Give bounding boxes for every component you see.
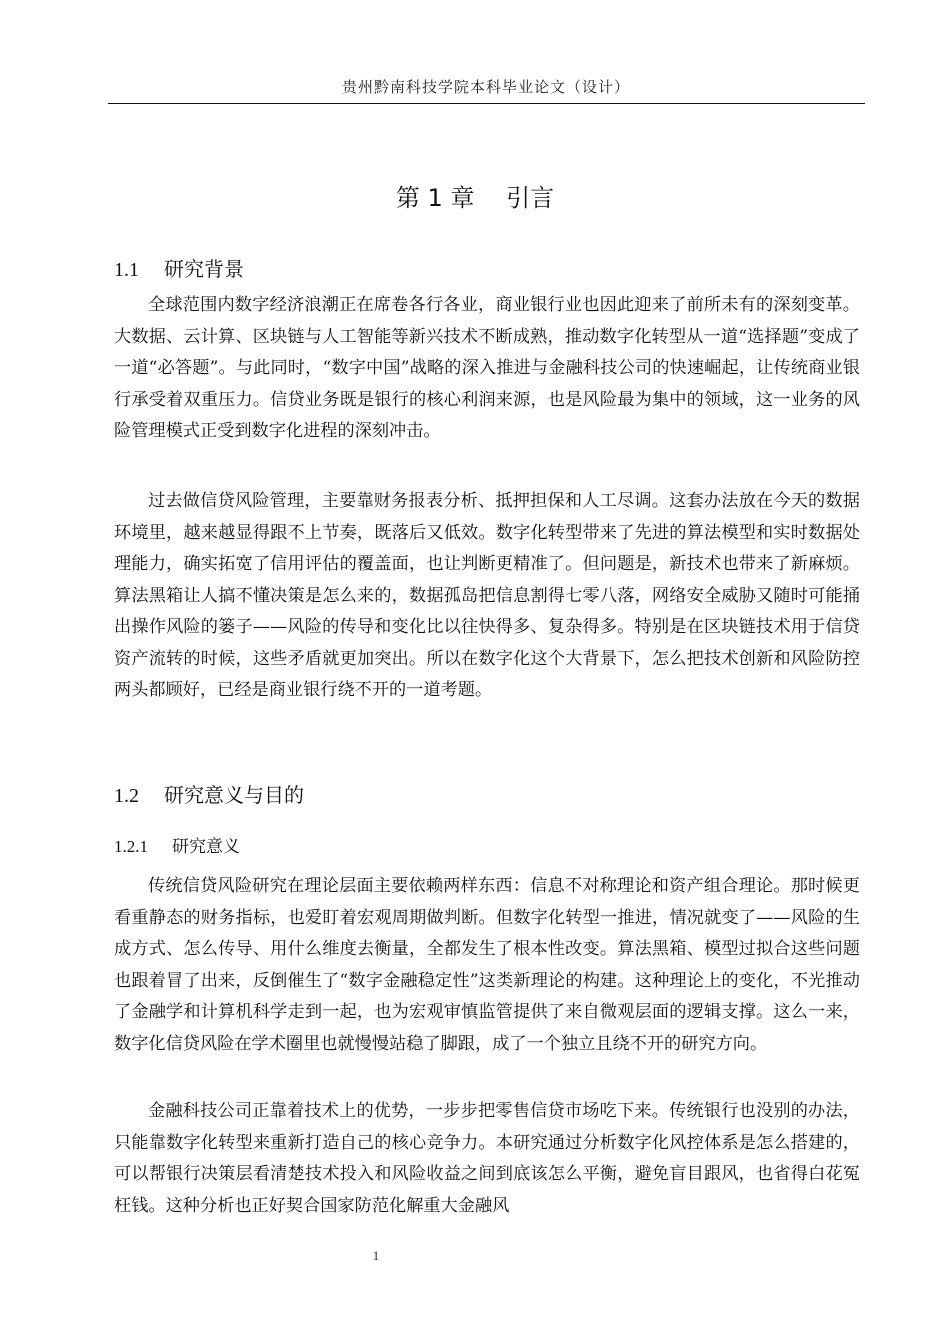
paragraph: 全球范围内数字经济浪潮正在席卷各行各业，商业银行业也因此迎来了前所未有的深刻变革。大数据、云计算、区块链与人工智能等新兴技术不断成熟，推动数字化转型从一道“选择题”变成了一道“必答题”。与此同时，“数字中国”战略的深入推进与金融科技公司的快速崛起，让传统商业银行承受着双重压力。信贷业务既是银行的核心利润来源，也是风险最为集中的领域，这一业务的风险管理模式正受到数字化进程的深刻冲击。 xyxy=(114,295,860,441)
page-number: 1 xyxy=(372,1248,380,1263)
section-title: 研究意义与目的 xyxy=(164,783,304,807)
paragraph: 传统信贷风险研究在理论层面主要依赖两样东西：信息不对称理论和资产组合理论。那时候更看重静态的财务指标，也爱盯着宏观周期做判断。但数字化转型一推进，情况就变了——风险的生成方式、怎么传导、用什么维度去衡量，全都发生了根本性改变。算法黑箱、模型过拟合这些问题也跟着冒了出来，反倒催生了“数字金融稳定性”这类新理论的构建。这种理论上的变化，不光推动了金融学和计算机科学走到一起，也为宏观审慎监管提供了来自微观层面的逻辑支撑。这么一来，数字化信贷风险在学术圈里也就慢慢站稳了脚跟，成了一个独立且绕不开的研究方向。 xyxy=(114,876,860,1054)
section-heading-1-2 xyxy=(114,779,304,808)
paragraph: 金融科技公司正靠着技术上的优势，一步步把零售信贷市场吃下来。传统银行也没别的办法，只能靠数字化转型来重新打造自己的核心竞争力。本研究通过分析数字化风控体系是怎么搭建的，可以帮银行决策层看清楚技术投入和风险收益之间到底该怎么平衡，避免盲目跟风，也省得白花冤枉钱。这种分析也正好契合国家防范化解重大金融风 xyxy=(114,1101,860,1216)
paragraph: 过去做信贷风险管理，主要靠财务报表分析、抵押担保和人工尽调。这套办法放在今天的数据环境里，越来越显得跟不上节奏，既落后又低效。数字化转型带来了先进的算法模型和实时数据处理能力，确实拓宽了信用评估的覆盖面，也让判断更精准了。但问题是，新技术也带来了新麻烦。算法黑箱让人搞不懂决策是怎么来的，数据孤岛把信息割得七零八落，网络安全威胁又随时可能捅出操作风险的篓子——风险的传导和变化比以往快得多、复杂得多。特别是在区块链技术用于信贷资产流转的时候，这些矛盾就更加突出。所以在数字化这个大背景下，怎么把技术创新和风险防控两头都顾好，已经是商业银行绕不开的一道考题。 xyxy=(114,491,860,700)
section-number: 1.2 xyxy=(114,785,139,807)
section-title: 研究背景 xyxy=(164,257,244,281)
subsection-title: 研究意义 xyxy=(172,837,240,857)
subsection-heading-1-2-1 xyxy=(114,832,240,857)
running-header: 贵州黔南科技学院本科毕业论文（设计） xyxy=(341,78,630,96)
section-number: 1.1 xyxy=(114,259,139,281)
chapter-title: 第 1 章 引言 xyxy=(395,184,555,212)
header-rule xyxy=(108,103,865,104)
subsection-number: 1.2.1 xyxy=(114,837,148,856)
section-heading-1-1 xyxy=(114,253,244,282)
